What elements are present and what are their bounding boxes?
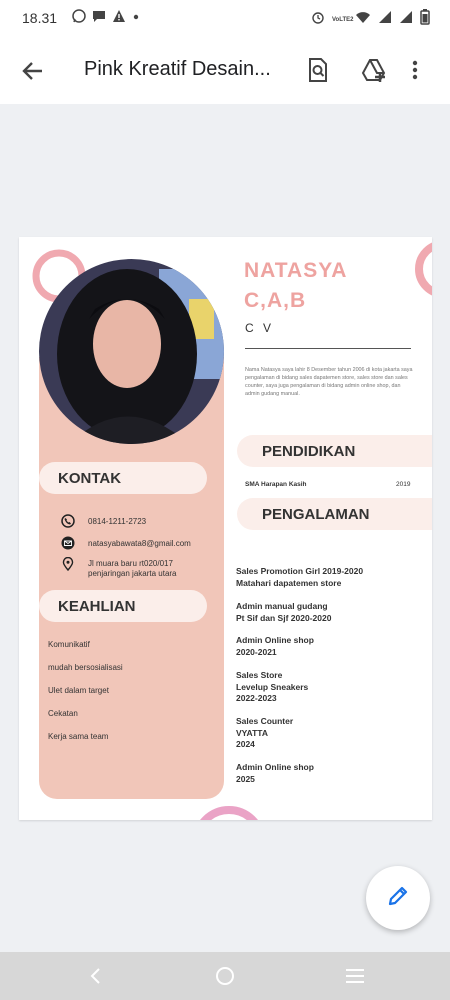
search-document-icon[interactable]: [304, 56, 332, 84]
more-options-icon[interactable]: [410, 56, 420, 84]
experience-item: Sales Promotion Girl 2019-2020 Matahari dapatemen store: [236, 566, 364, 588]
decorative-ring-bottom: [189, 803, 269, 820]
cv-label: C V: [245, 321, 275, 335]
document-title: Pink Kreatif Desain...: [84, 58, 271, 80]
name-line-1: NATASYA: [244, 259, 348, 282]
name-line-2: C,A,B: [244, 289, 307, 312]
wifi-icon: [355, 10, 371, 29]
nav-back-icon[interactable]: [84, 964, 108, 988]
volte-label: VoLTE2: [332, 16, 354, 23]
alert-icon: [112, 9, 126, 28]
experience-item: Sales Store Levelup Sneakers 2022-2023: [236, 670, 309, 703]
add-to-drive-icon[interactable]: [360, 56, 388, 84]
signal-icon: [378, 10, 392, 29]
skill-item: mudah bersosialisasi: [48, 663, 123, 672]
message-icon: [92, 9, 106, 28]
contact-address-line1: Jl muara baru rt020/017: [88, 559, 173, 568]
pencil-icon: [386, 884, 410, 913]
resume-name: [244, 256, 347, 316]
skill-item: Cekatan: [48, 709, 78, 718]
decorative-ring-right: [404, 237, 432, 303]
about-text: Nama Natasya saya lahir 8 Desember tahun 2006 di kota jakarta saya pengalaman di bidang sales dapatemen store, sales store dan sales counter, saya juga pengalaman di bidang admin online shop, dan admin gudang manual.: [245, 367, 413, 397]
experience-item: Admin manual gudang Pt Sif dan Sjf 2020-2020: [236, 601, 332, 623]
dot-icon: [132, 9, 140, 28]
contact-email: natasyabawata8@gmail.com: [88, 539, 191, 548]
nav-home-icon[interactable]: [213, 964, 237, 988]
kontak-heading: KONTAK: [39, 462, 207, 494]
divider: [245, 348, 411, 349]
email-icon: [61, 536, 75, 550]
profile-photo: [39, 259, 224, 444]
edit-fab-button[interactable]: [366, 866, 430, 930]
keahlian-heading: KEAHLIAN: [39, 590, 207, 622]
skill-item: Komunikatif: [48, 640, 90, 649]
app-bar: [0, 36, 450, 104]
experience-item: Sales Counter VYATTA 2024: [236, 716, 294, 749]
phone-icon: [61, 514, 75, 528]
pendidikan-heading: PENDIDIKAN: [237, 435, 432, 467]
experience-item: Admin Online shop 2020-2021: [236, 635, 314, 657]
document-page[interactable]: [19, 237, 432, 820]
alarm-icon: [311, 10, 325, 29]
experience-item: Admin Online shop 2025: [236, 762, 314, 784]
skill-item: Kerja sama team: [48, 732, 109, 741]
pengalaman-heading: PENGALAMAN: [237, 498, 432, 530]
location-pin-icon: [61, 557, 75, 571]
contact-address-line2: penjaringan jakarta utara: [88, 569, 177, 578]
skill-item: Ulet dalam target: [48, 686, 109, 695]
system-nav-bar: [0, 952, 450, 1000]
education-school: SMA Harapan Kasih: [245, 481, 307, 488]
status-time: 18.31: [22, 10, 58, 26]
back-arrow-icon[interactable]: [20, 58, 46, 84]
battery-icon: [420, 9, 430, 30]
status-bar: [0, 0, 450, 36]
whatsapp-icon: [72, 9, 86, 28]
nav-recents-icon[interactable]: [343, 964, 367, 988]
signal-icon-2: [399, 10, 413, 29]
education-year: 2019: [396, 481, 411, 488]
contact-phone: 0814-1211-2723: [88, 517, 147, 526]
